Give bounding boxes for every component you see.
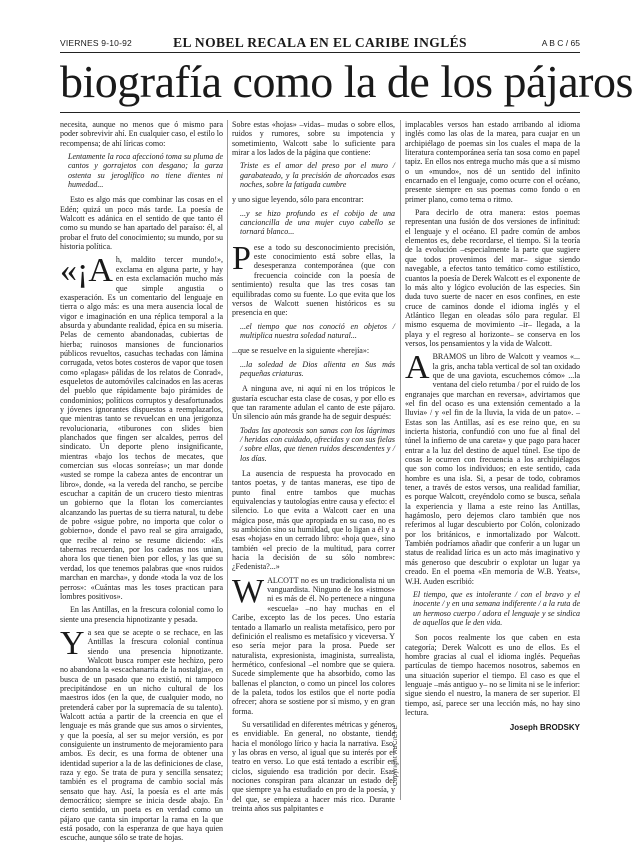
paragraph: y uno sigue leyendo, sólo para encontrar: (232, 195, 364, 205)
photo-credit: Copyright ABC/EFE (393, 724, 399, 786)
masthead (60, 36, 580, 53)
paragraph-text: ese a todo su desconocimiento precisión, este conocimiento está sobre ellas, la desesperanza contemporánea (que con frecuencia coincide con la poesía de sentimiento) resulta que las tres cosas tan equilibradas como su fuente. Lo que evita que los versos de Walcott suenen históricos es su presencia en que: (232, 242, 395, 318)
headline-rule (60, 112, 580, 113)
masthead-date: VIERNES 9-10-92 (60, 38, 132, 48)
column-divider (400, 120, 401, 800)
article-column-3 (405, 120, 580, 820)
paragraph: Esto es algo más que combinar las cosas en el Edén; quizá un poco más tarde. La poesía de Walcott es adánica en el sentido de que tanto él como su mundo se han apartado del paraíso: él, al probar el fruto del conocimiento; su mundo, por su historia política. (60, 195, 223, 252)
author-signature: Joseph BRODSKY (509, 723, 580, 733)
poem-quote: ...y se hizo profundo es el cobijo de una cancioncilla de una mujer cuyo cabello se tornará blanco... (240, 208, 395, 237)
paragraph (232, 239, 395, 318)
drop-cap: Y (60, 624, 85, 662)
paragraph: Son pocos realmente los que caben en esta categoría; Derek Walcott es uno de ellos. Es el hombre gracias al cual el idioma inglés. Pequeñas partículas de tiempo hacemos nosotros, sabemos en una situación superior el tiempo. El caso es que el lenguaje –más antiguo y– no se limita ni se le inferior: sigue siendo el nuestro, la manera de ser superior. El tiempo, así, parece ser una lección más, no hay sino lectura. (405, 633, 580, 717)
drop-cap: P (232, 239, 251, 277)
drop-cap: W (232, 572, 265, 610)
paragraph-text: h, maldito tercer mundo!», exclama en alguna parte, y hay en esta exclamación mucho más que simple angustia o exasperación. Es un comentario del lenguaje en tierra o algo más: es una mera ausencia local de vigor e imaginación en una réplica temporal a la absurda y abundante realidad, épica en su miseria. Pelas de cemento abandonadas, cubiertas de hierba; ruinosos mansiones de funcionarios públicos revueltos, casuchas techadas con lámina corrugada, vetos botes costeros de vapor que tosen como «plagas» pálidas de los relatos de Conrad», esqueletos de automóviles calcinados en las aceras del pueblo que rápidamente bajo pirámides de condominios; políticos corruptos y desafortunados y jóvenes ignorantes dispuestos a reemplazarlos, que mientras tanto se revuelcan en una jerigonza revolucionaria, «tiburones con slides bien planchados que fingen ser alcaldes, perros del sindicato. Un deporte pleno insignificante, mientras «bajo los techos de mecates, que comercian sus «locas sonreías»; un mar donde «usted se rompe la cabeza antes de encontrar un libro», donde, «a la vereda del rancho, se percibe escuchar a capitán de un crucero tiesto mientras un gobierno que la flotan los comerciantes alcanzando las puertas de su tierra natural, tu debe de pobre «sigue pobre, no importa que color o gobierno», donde el pavo real se gira arraigado, que recibe al reino se resume diciendo: «Es tabernas recuerdan, por los cadenas nos unian, ahora los que tienen bien por ellos, y las que su verdad, los que tenemos palabras que «nos ruidos marchan en marcha», y donde «toda la voz de los perros»: «Cuántas mas les toses practican para lombres positivos». (60, 255, 223, 601)
column-divider (227, 120, 228, 800)
article-column-2 (232, 120, 395, 820)
paragraph: La ausencia de respuesta ha provocado en tantos poetas, y de tantas maneras, ese tipo de punto final entre tambos que muchas equivalencias y tautologías entre causa y efecto: el silencio. Lo que evita a Walcott caer en una mágica pose, más que apropiada en su caso, no es su ambición sino su humildad, que lo ligan a él y a esas «hojas» en un cerrado libro: «hoja que», sino también «el precio de la multitud, para correr hacia la decisión de su sólo nombre»: ¿Fedenista?...» (232, 469, 395, 572)
paragraph-text: a sea que se acepte o se rechace, en las Antillas la frescura colonial contínua siendo una presencia hipnotizante. Walcott busca romper este hechizo, pero no abandona la «escachanarria de la nostalgia», en busca de un pasado que no existió, ni tampoco precipitándose en un nicho cultural de los maestros idos (en la que, de cualquier modo, no pretenderá caber por la supremacía de su talento). Walcott actúa a partir de la creencia en que el lenguaje es más grande que sus amos o sirvientes, y que la poesía, al ser su mejor versión, es por consiguiente un instrumento de mejoramiento para ambos. Es decir, es una forma de obtener una identidad superior a la de las definiciones de clase, raza y ego. Se trata de pura y sencilla sensatez; también es el programa de cambio social más sensato que hay. Así, la poesía es el arte más democrático; siempre se inicia desde abajo. En cierto sentido, un poeta es en verdad como un pájaro que canta sin importar la rama en la que está posado, con la esperanza de que haya quien escuche, aunque sólo se trate de hojas. (60, 627, 223, 843)
paragraph: ...que se resuelve en la siguiente «herejía»: (232, 346, 370, 356)
drop-cap: «¡A (60, 252, 113, 290)
paragraph: implacables versos han estado arribando al idioma inglés como las olas de la marea, para cuajar en un archipiélago de poemas sin los cuales el mapa de la literatura contemporánea sería tan sosa como en papel tapiz. En ellos nos entrega mucho más que a sí mismo o un «mundo», nos dé un sentido del infinito encarnado en el lenguaje, como ocurre con el océano, presente siempre en sus poemas como fondo o en primer plano, como tema o ritmo. (405, 120, 580, 204)
poem-quote: ...el tiempo que nos conoció en objetos / multiplica nuestra soledad natural... (240, 321, 395, 340)
paragraph (405, 349, 580, 586)
poem-quote: El tiempo, que es intolerante / con el bravo y el inocente / y en una semana indiferente / a la ruta de un hermoso cuerpo / adora el lenguaje y se sindica de aquellos que le den vida. (413, 589, 580, 627)
article-column-1 (60, 120, 223, 843)
paragraph: En las Antillas, en la frescura colonial como lo siente una presencia hipnotizante y pesada. (60, 605, 223, 624)
drop-cap: A (405, 349, 430, 387)
paragraph (60, 252, 223, 601)
paragraph (232, 572, 395, 716)
section-title: EL NOBEL RECALA EN EL CARIBE INGLÉS (173, 35, 467, 50)
poem-quote: Triste es el amor del preso por el muro / garabateado, y la precisión de ahorcados esas noches, sobre la fatigada cumbre (240, 161, 395, 190)
paragraph-text: BRAMOS un libro de Walcott y veamos «... la gris, ancha tabla vertical de sol tan oxidado que de una gaviota, escuchemos cómo» ...la ventana del cielo retumba / por el ruido de los engranajes que marchan en reversa», advirtamos que «el fin del ocaso es una extensión cementado a la lluvia» / y «el fin de la lluvia, la vida de un pato». – Estas son las Antillas, así es ese reino que, en su incierta historia, confundió con uno fue al final del túnel la infierno de una careta» y que pago para hacer entrar a la luz del destino de aquel túnel. Ese tipo de cosas le ocurren con frecuencia a los archipiélagos que son como los individuos; en este sentido, cada hombre es una isla. Si, a pesar de todo, cobramos tener, a través de estos versos, una realidad familiar, es porque Walcott, creyéndolo como se busca, señala la experiencia y llama a este reino las Antillas, hagámoslo, pero dejemos claro también que nos referimos al lugar descubierto por Colón, colonizado por los británicos, e inmortalizado por Walcott. También podríamos añadir que conferir a un lugar un status de realidad lírica es un acto más imaginativo y más generoso que descubrir o explotar un lugar ya creado. En el poema «En memoria de W.B. Yeats», W.H. Auden escribió: (405, 352, 580, 586)
paragraph: Para decirlo de otra manera: estos poemas representan una fusión de dos versiones de infinitud: el lenguaje y el océano. El padre común de ambos elementos es, debe recordarse, el tiempo. Si la teoría de la evolución –especialmente la parte que sugiere que todos provenimos del mar– sigue siendo navegable, a efectos tanto temático como estilístico, cuantos la poesía de Derek Walcott es el exponente de lo más alto y lógico evolución de las especies. Sin duda tuvo suerte de nacer en esos confines, en este cruce de caminos donde el idioma inglés y el Atlántico llegan en oleadas sólo para regular. El mismo esquema de movimiento –ir– llegada, a la playa y el regreso al horizonte– se conserva en los versos, los pensamientos y la vida de Walcott. (405, 208, 580, 348)
paragraph: Su versatilidad en diferentes métricas y géneros es envidiable. En general, no obstante, tiende hacia el monólogo lírico y hacia la narrativa. Eso, y las obras en verso, al igual que su interés por el teatro en verso. Lo que está tentado a escribir en ciclos, siguiendo esa tradición por decir. Esas nociones conspiran para alcanzar un estado del que siempre ya ha estudiado en pro de la poesía, y del que, se empieza a hacer más rico. Durante treinta años sus palpitantes e (232, 719, 395, 814)
paragraph: necesita, aunque no menos que ó mismo para poder sobrevivir ahí. En cualquier caso, el estilo lo recompensa; de ahí líricas como: (60, 120, 223, 148)
paragraph-text: ALCOTT no es un tradicionalista ni un vanguardista. Ninguno de los «istmos» ni es más de él. No pertenece a ninguna «escuela» –no hay muchas en el Caribe, excepto las de los peces. Uno estaría tentado a llamarlo un realista metafísico, pero por definición el realismo es metafísico y viceversa. Y eso sería mejor para la prosa. Puede ser naturalista, expresionista, imaginista, surrealista, hermético, confesional –el nombre que se quiera. Sucede simplemente que ha absorbido, como las ballenas el plancton, o como un pincel los colores de la paleta, todos los estilos que el norte podía ofrecer; ahora se sostiene por sí mismo, y en gran forma. (232, 575, 395, 716)
page-reference: A B C / 65 (541, 38, 580, 48)
paragraph: Sobre estas «hojas» –vidas– mudas o sobre ellos, ruidos y rumores, sobre su impotencia y sometimiento, Walcott sabe lo suficiente para mirar a los lados de la página que contiene: (232, 120, 395, 158)
poem-quote: Lentamente la roca afeccionó toma su pluma de cantos y gorrajetos con desgano; la garza ostenta su jeroglífico no tiene dientes ni humedad... (68, 152, 223, 190)
poem-quote: Todas las apoteosis son sanas con los lágrimas / heridas con cuidado, ofrecidas y con sus fielas / sobre ellas, que tienen ruidos descendentes y / los días. (240, 425, 395, 463)
paragraph: A ninguna ave, ni aquí ni en los trópicos le gustaría escuchar esta clase de cosas, y por ello es que tan raramente adulan el canto de este pájaro. Un silencio aún más grande ha de seguir después: (232, 384, 395, 422)
poem-quote: ...la soledad de Dios alienta en Sus más pequeñas criaturas. (240, 359, 395, 378)
article-headline: biografía como la de los pájaros (60, 56, 633, 107)
paragraph (60, 624, 223, 843)
